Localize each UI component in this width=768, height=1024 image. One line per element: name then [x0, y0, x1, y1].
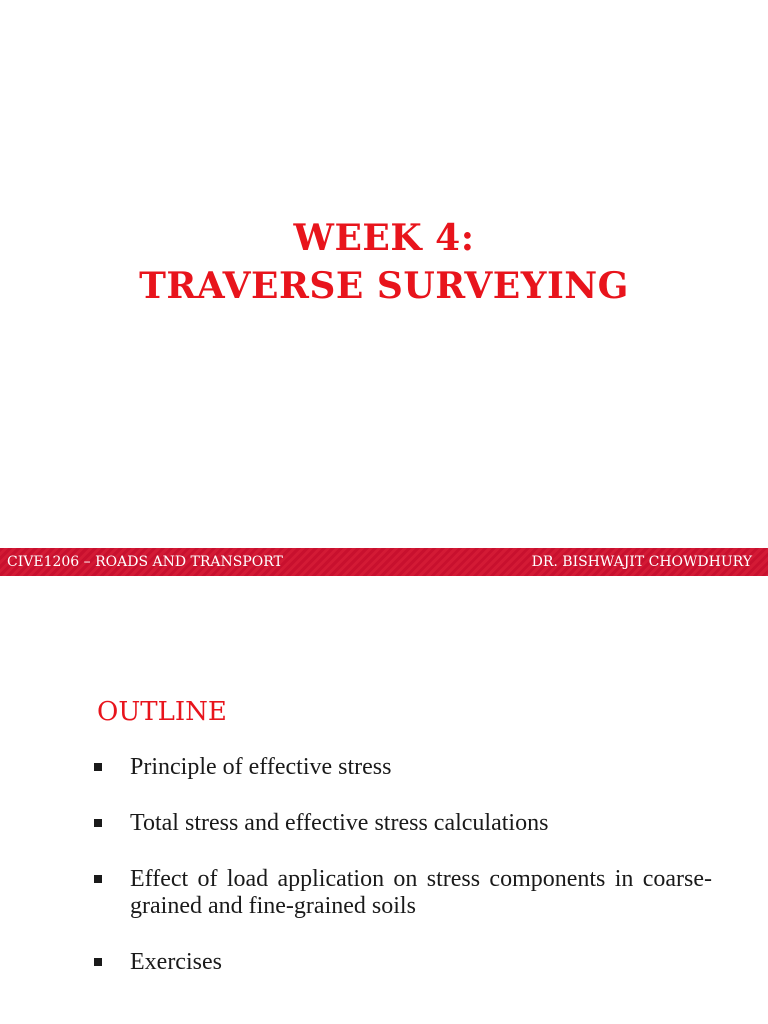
footer-course: CIVE1206 – ROADS AND TRANSPORT: [7, 554, 283, 570]
list-item-text: Principle of effective stress: [130, 754, 392, 780]
list-item-text: Total stress and effective stress calculations: [130, 810, 549, 836]
title-line-week: WEEK 4:: [293, 217, 475, 259]
list-item: [92, 810, 712, 837]
square-bullet-icon: [94, 819, 102, 827]
outline-list: [92, 754, 712, 1005]
square-bullet-icon: [94, 763, 102, 771]
square-bullet-icon: [94, 958, 102, 966]
list-item-text: Exercises: [130, 949, 222, 975]
list-item-text: Effect of load application on stress components in coarse-grained and fine-grained soils: [130, 866, 712, 919]
list-item: [92, 949, 712, 976]
footer-author: DR. BISHWAJIT CHOWDHURY: [531, 554, 752, 570]
footer-bar: [0, 548, 768, 576]
title-line-topic: TRAVERSE SURVEYING: [139, 265, 629, 307]
list-item: [92, 866, 712, 920]
outline-heading: OUTLINE: [97, 697, 227, 727]
list-item: [92, 754, 712, 781]
square-bullet-icon: [94, 875, 102, 883]
outline-slide: [0, 576, 768, 1024]
slide-title: [0, 214, 768, 310]
